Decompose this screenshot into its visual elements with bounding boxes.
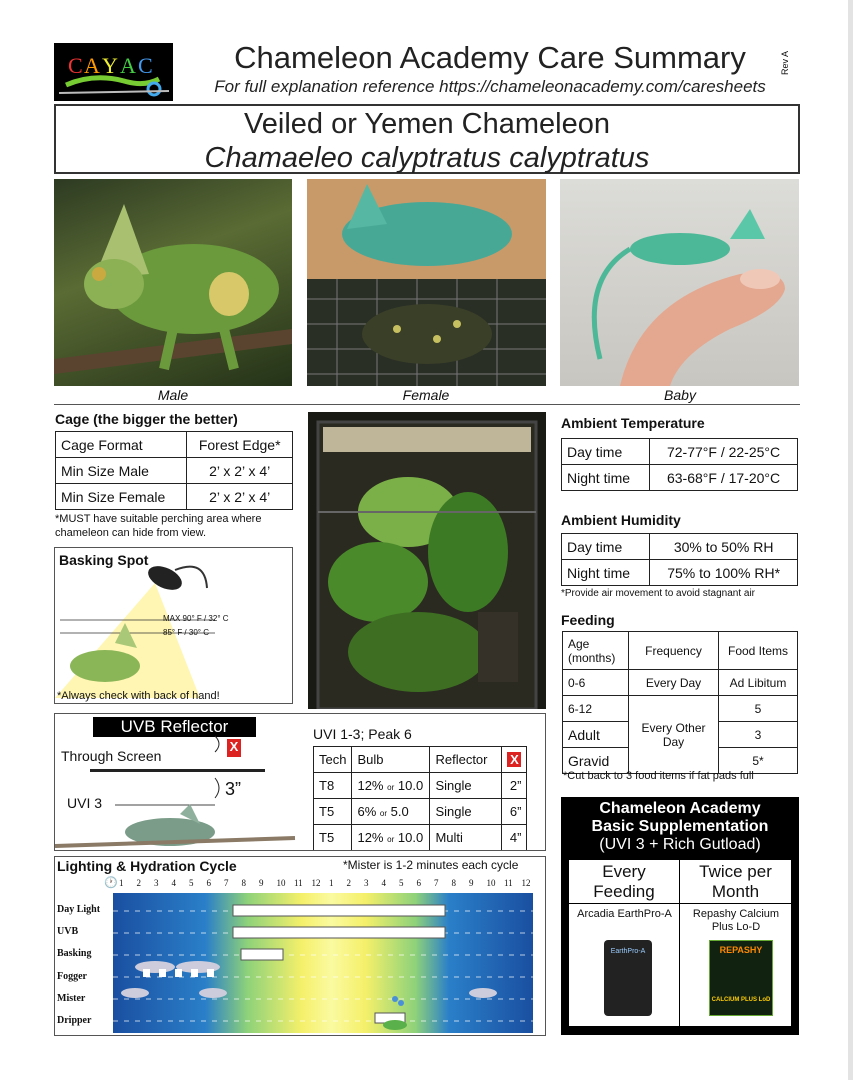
hour-label: 7	[224, 878, 229, 888]
female-photo	[307, 179, 546, 386]
hour-label: 3	[364, 878, 369, 888]
baby-caption: Baby	[664, 387, 696, 403]
table-row	[563, 632, 798, 670]
hour-label: 8	[241, 878, 246, 888]
svg-text:A: A	[120, 53, 136, 78]
cage-title: Cage (the bigger the better)	[55, 411, 238, 427]
page-title: Chameleon Academy Care Summary	[234, 40, 746, 75]
hour-label: 9	[469, 878, 474, 888]
feeding-title: Feeding	[561, 612, 615, 628]
humidity-cell: Day time	[562, 534, 650, 560]
temp-cell: 63-68°F / 17-20°C	[650, 465, 798, 491]
uvb-uvi3: UVI 3	[67, 795, 103, 811]
row-label: UVB	[57, 926, 79, 938]
bulb-rating: 10.0	[397, 830, 424, 845]
product-arcadia: Arcadia EarthPro-A	[577, 908, 672, 920]
supp-col-every-feeding: Every Feeding	[569, 860, 680, 904]
cycle-row-labels	[57, 899, 100, 1032]
feeding-cell: Gravid	[563, 748, 629, 774]
temp-cell: Day time	[562, 439, 650, 465]
feeding-cell: 3	[719, 722, 798, 748]
arcadia-package	[604, 940, 652, 1016]
table-row	[56, 432, 293, 458]
table-row	[56, 458, 293, 484]
page-edge	[848, 0, 853, 1080]
feeding-header: Food Items	[719, 632, 798, 670]
table-row	[314, 799, 527, 825]
hour-label: 12	[311, 878, 321, 888]
table-row	[562, 465, 798, 491]
uvb-cell: Single	[430, 799, 502, 825]
uvb-cell: Multi	[430, 825, 502, 851]
cycle-title: Lighting & Hydration Cycle	[57, 858, 237, 874]
arcadia-package-label: EarthPro-A	[610, 948, 646, 955]
uvb-header: Bulb	[352, 747, 430, 773]
clock-icon: 🕐	[104, 877, 118, 889]
hour-label: 1	[119, 878, 124, 888]
uvb-range: UVI 1-3; Peak 6	[313, 726, 412, 742]
cage-cell: Min Size Female	[56, 484, 187, 510]
row-label: Day Light	[57, 904, 101, 915]
cage-cell: 2’ x 2’ x 4’	[187, 484, 293, 510]
cage-cell: Cage Format	[56, 432, 187, 458]
uvb-x-mark: X	[227, 739, 241, 757]
humidity-cell: Night time	[562, 560, 650, 586]
hour-label: 7	[434, 878, 439, 888]
table-row	[56, 484, 293, 510]
table-row	[562, 560, 798, 586]
hour-label: 3	[154, 878, 159, 888]
table-row	[562, 439, 798, 465]
hour-label: 4	[381, 878, 386, 888]
cage-table	[55, 431, 293, 510]
table-row	[562, 534, 798, 560]
or-label: or	[387, 835, 395, 844]
uvb-cell	[352, 799, 430, 825]
cage-cell: Forest Edge*	[187, 432, 293, 458]
feeding-cell: Adult	[563, 722, 629, 748]
hour-label: 10	[486, 878, 496, 888]
hour-label: 1	[329, 878, 334, 888]
hour-ticks	[119, 878, 539, 890]
divider	[54, 404, 800, 405]
humidity-cell: 30% to 50% RH	[650, 534, 798, 560]
uvb-header: Reflector	[430, 747, 502, 773]
basking-max: MAX 90° F / 32° C	[163, 614, 229, 623]
hour-label: 5	[399, 878, 404, 888]
feeding-cell: Every Other Day	[629, 696, 719, 774]
basking-note: *Always check with back of hand!	[57, 690, 220, 702]
feeding-header: Age (months)	[563, 632, 629, 670]
supp-note: (UVI 3 + Rich Gutload)	[599, 836, 761, 853]
row-label: Fogger	[57, 970, 87, 982]
cycle-note: *Mister is 1-2 minutes each cycle	[343, 858, 519, 872]
uvb-title: UVB Reflector	[93, 717, 256, 737]
svg-text:Y: Y	[102, 53, 118, 78]
male-caption: Male	[157, 387, 189, 403]
svg-text:C: C	[138, 53, 153, 78]
feeding-cell: 0-6	[563, 670, 629, 696]
humidity-table	[561, 533, 798, 586]
bulb-pct: 6%	[357, 804, 377, 819]
feeding-cell: 5*	[719, 748, 798, 774]
humidity-title: Ambient Humidity	[561, 512, 681, 528]
uvb-table	[313, 746, 527, 851]
uvb-cell: T8	[314, 773, 352, 799]
hour-label: 8	[451, 878, 456, 888]
humidity-cell: 75% to 100% RH*	[650, 560, 798, 586]
svg-text:A: A	[84, 53, 100, 78]
enclosure-photo	[308, 412, 546, 709]
bulb-pct: 12%	[357, 778, 384, 793]
feeding-note: *Cut back to 3 food items if fat pads full	[563, 770, 754, 782]
feeding-cell: Ad Libitum	[719, 670, 798, 696]
male-photo	[54, 179, 292, 386]
basking-min: 85° F / 30° C	[163, 628, 209, 637]
hour-label: 4	[171, 878, 176, 888]
or-label: or	[387, 783, 395, 792]
repashy-package	[709, 940, 773, 1016]
basking-box	[54, 547, 293, 704]
row-label: Dripper	[57, 1015, 92, 1027]
feeding-cell: Every Day	[629, 670, 719, 696]
uvb-distance: 3”	[225, 779, 242, 799]
uvb-header: X	[507, 752, 521, 767]
row-label: Basking	[57, 948, 92, 960]
uvb-cell: T5	[314, 825, 352, 851]
temp-title: Ambient Temperature	[561, 415, 705, 431]
table-row	[314, 825, 527, 851]
supp-title: Chameleon Academy	[599, 800, 761, 817]
svg-text:C: C	[68, 53, 83, 78]
uvb-cell	[352, 825, 430, 851]
uvb-box	[54, 713, 546, 851]
basking-title: Basking Spot	[59, 552, 149, 568]
temp-table	[561, 438, 798, 491]
hour-label: 11	[504, 878, 513, 888]
repashy-package-sublabel: CALCIUM PLUS LoD	[711, 997, 771, 1003]
female-caption: Female	[402, 387, 450, 403]
table-row	[314, 773, 527, 799]
supplement-box	[561, 797, 799, 1035]
uvb-cell: 6”	[502, 799, 527, 825]
supp-col-twice-month: Twice per Month	[680, 860, 791, 904]
temp-cell: 72-77°F / 22-25°C	[650, 439, 798, 465]
hour-label: 5	[189, 878, 194, 888]
bulb-rating: 10.0	[397, 778, 424, 793]
uvb-cell: T5	[314, 799, 352, 825]
table-row	[563, 670, 798, 696]
cycle-box	[54, 856, 546, 1036]
temp-cell: Night time	[562, 465, 650, 491]
or-label: or	[379, 809, 388, 818]
reference-url[interactable]: For full explanation reference https://chameleonacademy.com/caresheets	[214, 77, 766, 96]
hour-label: 6	[206, 878, 211, 888]
baby-photo	[560, 179, 799, 386]
repashy-package-label: REPASHY	[719, 945, 763, 955]
uvb-header: Tech	[314, 747, 352, 773]
uvb-through-screen: Through Screen	[61, 748, 162, 764]
cage-cell: Min Size Male	[56, 458, 187, 484]
hour-label: 9	[259, 878, 264, 888]
uvb-cell: Single	[430, 773, 502, 799]
product-repashy: Repashy Calcium Plus Lo-D	[692, 908, 780, 933]
row-label: Mister	[57, 992, 86, 1004]
hour-label: 2	[136, 878, 141, 888]
common-name: Veiled or Yemen Chameleon	[244, 108, 610, 140]
uvb-cell	[352, 773, 430, 799]
table-row	[314, 747, 527, 773]
feeding-header: Frequency	[629, 632, 719, 670]
hour-label: 11	[294, 878, 303, 888]
feeding-cell: 5	[719, 696, 798, 722]
cage-note: *MUST have suitable perching area where chameleon can hide from view.	[55, 513, 262, 539]
scientific-name: Chamaeleo calyptratus calyptratus	[204, 142, 650, 174]
humidity-note: *Provide air movement to avoid stagnant air	[561, 588, 755, 599]
hour-label: 12	[521, 878, 531, 888]
revision-label: Rev A	[780, 50, 790, 75]
feeding-table	[562, 631, 798, 774]
table-row	[563, 696, 798, 722]
species-box	[54, 104, 800, 174]
hour-label: 10	[276, 878, 286, 888]
cage-cell: 2’ x 2’ x 4’	[187, 458, 293, 484]
feeding-cell: 6-12	[563, 696, 629, 722]
uvb-cell: 2”	[502, 773, 527, 799]
uvb-cell: 4”	[502, 825, 527, 851]
bulb-rating: 5.0	[390, 804, 409, 819]
hour-label: 6	[416, 878, 421, 888]
hour-label: 2	[346, 878, 351, 888]
bulb-pct: 12%	[357, 830, 384, 845]
supp-subtitle: Basic Supplementation	[591, 818, 769, 835]
chameleon-academy-logo	[54, 43, 173, 101]
